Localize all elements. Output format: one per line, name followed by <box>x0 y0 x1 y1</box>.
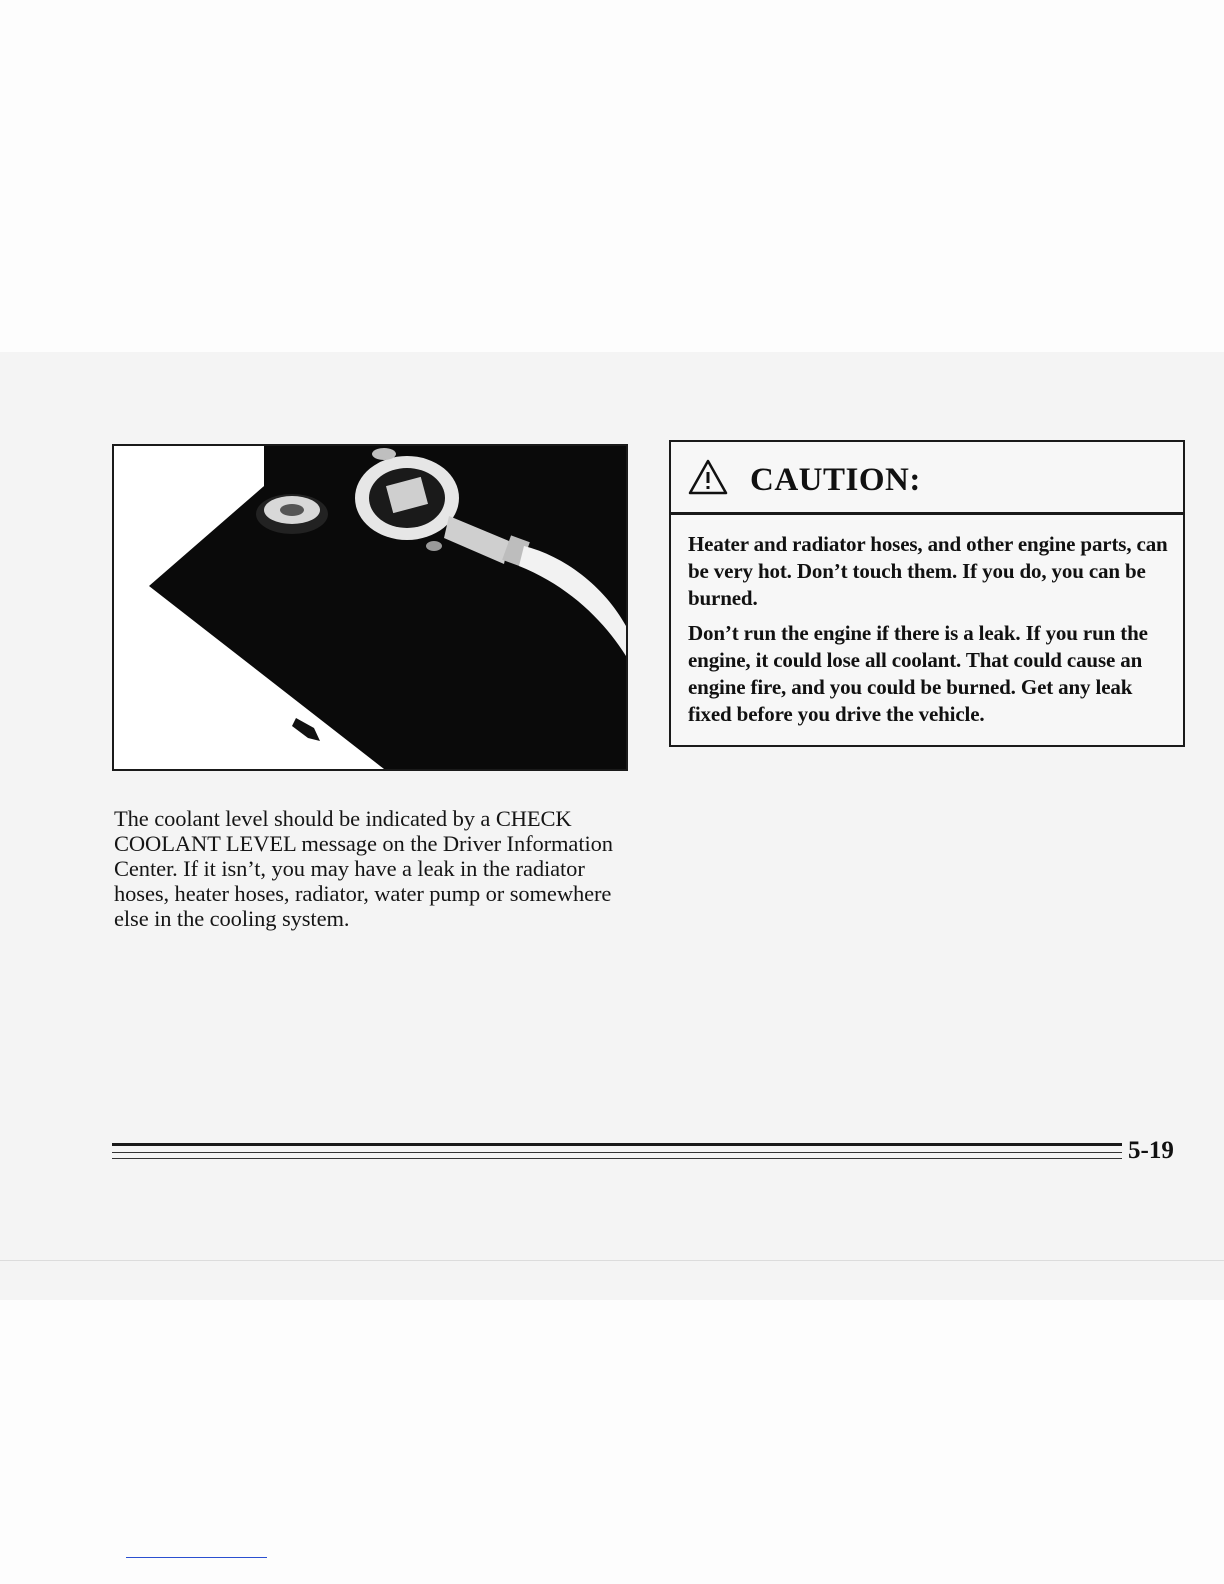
caution-paragraph: Heater and radiator hoses, and other engine parts, can be very hot. Don’t touch them. If you do, you can be burned. <box>688 532 1168 610</box>
bottom-link-underline[interactable] <box>126 1557 267 1558</box>
caution-body <box>688 531 1173 736</box>
caution-title: CAUTION: <box>750 462 921 498</box>
footer-rule-thick <box>112 1143 1122 1146</box>
engine-coolant-photo <box>112 444 628 771</box>
footer-rule-thin <box>112 1158 1122 1159</box>
footer-rule-thin <box>112 1152 1122 1153</box>
warning-triangle-icon <box>688 459 728 495</box>
caution-header <box>671 442 1183 515</box>
coolant-level-paragraph: The coolant level should be indicated by a CHECK COOLANT LEVEL message on the Driver Information Center. If it isn’t, you may have a leak in the radiator hoses, heater hoses, radiator, water pump or somewhere else in the cooling system. <box>114 806 613 931</box>
page-number: 5-19 <box>1128 1137 1174 1164</box>
caution-box <box>669 440 1185 747</box>
page-edge-line <box>0 1260 1224 1261</box>
footer-rules <box>112 1143 1122 1163</box>
caution-paragraph: Don’t run the engine if there is a leak. If you run the engine, it could lose all coolant. That could cause an engine fire, and you could be burned. Get any leak fixed before you drive the vehicle. <box>688 621 1148 726</box>
engine-coolant-photo-icon <box>114 446 626 769</box>
